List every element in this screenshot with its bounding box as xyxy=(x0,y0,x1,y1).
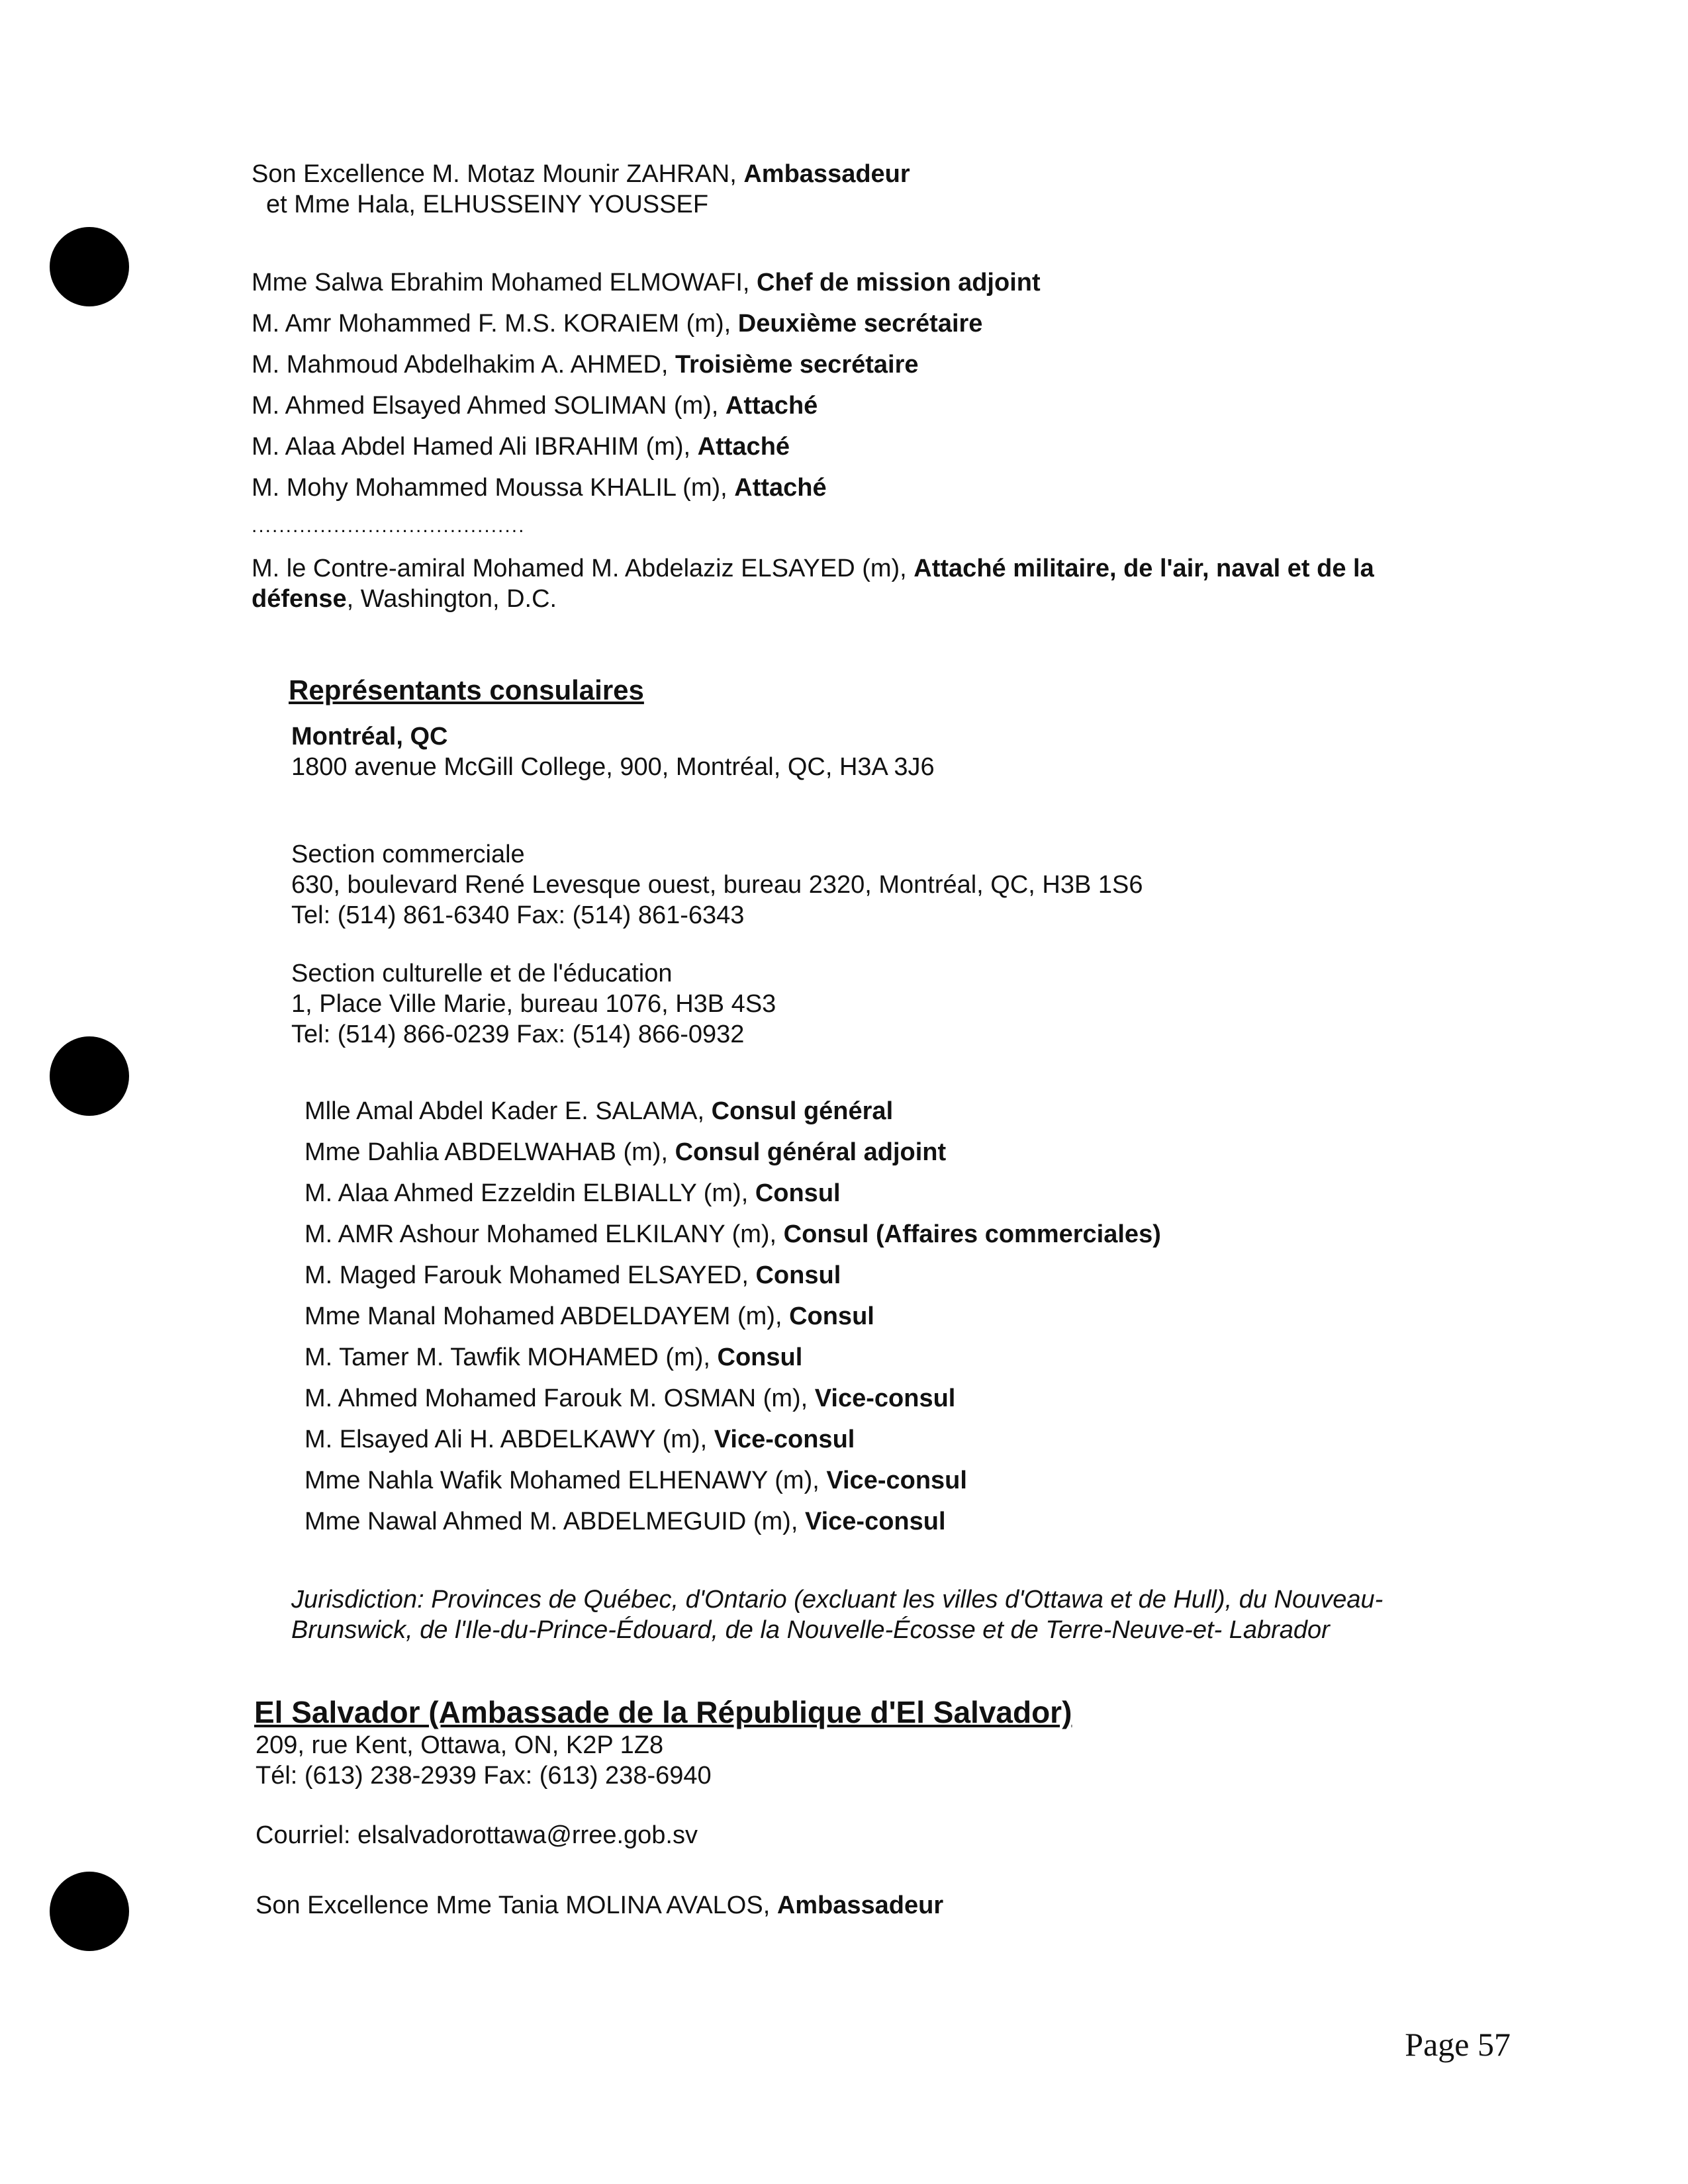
military-attache-line-2 xyxy=(252,584,557,614)
jurisdiction-line-1: Jurisdiction: Provinces de Québec, d'Ontario (excluant les villes d'Ottawa et de Hull), du Nouveau- xyxy=(291,1586,1383,1614)
ambassador-name: Son Excellence M. Motaz Mounir ZAHRAN, xyxy=(252,160,744,188)
consular-staff-name: Mme Manal Mohamed ABDELDAYEM (m), xyxy=(305,1302,790,1330)
staff-line xyxy=(252,349,919,380)
jurisdiction-line-2: Brunswick, de l'Ile-du-Prince-Édouard, de la Nouvelle-Écosse et de Terre-Neuve-et- Labrador xyxy=(291,1616,1330,1644)
consular-city: Montréal, QC xyxy=(291,723,448,751)
staff-name: M. Amr Mohammed F. M.S. KORAIEM (m), xyxy=(252,310,738,338)
el-salvador-email: Courriel: elsalvadorottawa@rree.gob.sv xyxy=(256,1821,698,1849)
el-salvador-ambassador-line xyxy=(256,1890,943,1921)
staff-title: Deuxième secrétaire xyxy=(737,310,983,338)
el-salvador-ambassador-title: Ambassadeur xyxy=(776,1891,944,1919)
ambassador-title: Ambassadeur xyxy=(743,160,910,188)
consular-staff-line xyxy=(305,1424,855,1455)
consular-staff-title: Vice-consul xyxy=(814,1385,956,1412)
staff-name: Mme Salwa Ebrahim Mohamed ELMOWAFI, xyxy=(252,269,757,296)
separator-dots: ........................................ xyxy=(252,515,526,537)
staff-name: M. Mahmoud Abdelhakim A. AHMED, xyxy=(252,351,675,379)
consular-staff-title: Vice-consul xyxy=(714,1426,855,1453)
consular-staff-name: M. Tamer M. Tawfik MOHAMED (m), xyxy=(305,1343,718,1371)
consular-staff-title: Consul général xyxy=(711,1097,894,1125)
consular-staff-name: Mme Dahlia ABDELWAHAB (m), xyxy=(305,1138,675,1166)
consular-staff-title: Consul xyxy=(717,1343,803,1371)
consular-staff-line xyxy=(305,1383,955,1414)
staff-line xyxy=(252,308,982,339)
consular-staff-line xyxy=(305,1178,841,1208)
staff-title: Troisième secrétaire xyxy=(675,351,919,379)
consular-staff-line xyxy=(305,1260,841,1291)
staff-title: Chef de mission adjoint xyxy=(757,269,1041,296)
el-salvador-address: 209, rue Kent, Ottawa, ON, K2P 1Z8 xyxy=(256,1731,664,1759)
consular-staff-title: Vice-consul xyxy=(804,1508,946,1535)
country-heading-el-salvador: El Salvador (Ambassade de la République d'El Salvador) xyxy=(254,1695,1072,1729)
consular-staff-line xyxy=(305,1219,1161,1250)
consular-staff-name: Mlle Amal Abdel Kader E. SALAMA, xyxy=(305,1097,712,1125)
staff-name: M. Mohy Mohammed Moussa KHALIL (m), xyxy=(252,474,735,502)
consular-staff-line xyxy=(305,1301,874,1332)
consular-address: 1800 avenue McGill College, 900, Montréal, QC, H3A 3J6 xyxy=(291,753,935,781)
staff-name: M. Ahmed Elsayed Ahmed SOLIMAN (m), xyxy=(252,392,726,420)
spouse-line: et Mme Hala, ELHUSSEINY YOUSSEF xyxy=(266,191,709,218)
staff-line xyxy=(252,432,790,462)
ambassador-line xyxy=(252,159,910,189)
consular-staff-line xyxy=(305,1096,893,1126)
consular-staff-line xyxy=(305,1137,946,1167)
cultural-section-phone: Tel: (514) 866-0239 Fax: (514) 866-0932 xyxy=(291,1021,745,1048)
consular-staff-title: Vice-consul xyxy=(826,1467,967,1494)
cultural-section-label: Section culturelle et de l'éducation xyxy=(291,960,673,987)
military-attache-title-cont: défense xyxy=(252,585,347,613)
consular-staff-name: Mme Nawal Ahmed M. ABDELMEGUID (m), xyxy=(305,1508,805,1535)
military-attache-name: M. le Contre-amiral Mohamed M. Abdelaziz ELSAYED (m), xyxy=(252,555,914,582)
consular-staff-title: Consul xyxy=(755,1179,841,1207)
consular-staff-name: M. Elsayed Ali H. ABDELKAWY (m), xyxy=(305,1426,714,1453)
military-attache-title: Attaché militaire, de l'air, naval et de la xyxy=(914,555,1374,582)
consular-staff-name: M. Alaa Ahmed Ezzeldin ELBIALLY (m), xyxy=(305,1179,755,1207)
el-salvador-ambassador-name: Son Excellence Mme Tania MOLINA AVALOS, xyxy=(256,1891,777,1919)
consular-staff-name: M. Maged Farouk Mohamed ELSAYED, xyxy=(305,1261,756,1289)
page-number: Page 57 xyxy=(1405,2026,1511,2063)
consular-staff-name: M. AMR Ashour Mohamed ELKILANY (m), xyxy=(305,1220,784,1248)
consular-staff-line xyxy=(305,1465,967,1496)
military-attache-line xyxy=(252,553,1374,584)
consular-heading: Représentants consulaires xyxy=(289,674,644,705)
commercial-section-phone: Tel: (514) 861-6340 Fax: (514) 861-6343 xyxy=(291,901,745,929)
staff-line xyxy=(252,267,1041,298)
commercial-section-label: Section commerciale xyxy=(291,841,525,868)
staff-title: Attaché xyxy=(697,433,790,461)
staff-line xyxy=(252,390,818,421)
consular-staff-line xyxy=(305,1506,946,1537)
consular-staff-title: Consul xyxy=(789,1302,874,1330)
staff-name: M. Alaa Abdel Hamed Ali IBRAHIM (m), xyxy=(252,433,698,461)
consular-staff-name: M. Ahmed Mohamed Farouk M. OSMAN (m), xyxy=(305,1385,815,1412)
consular-staff-name: Mme Nahla Wafik Mohamed ELHENAWY (m), xyxy=(305,1467,827,1494)
binder-hole-top xyxy=(50,227,129,306)
el-salvador-phone: Tél: (613) 238-2939 Fax: (613) 238-6940 xyxy=(256,1762,712,1790)
consular-staff-title: Consul (Affaires commerciales) xyxy=(783,1220,1161,1248)
binder-hole-bottom xyxy=(50,1872,129,1951)
consular-staff-title: Consul général adjoint xyxy=(675,1138,947,1166)
consular-staff-title: Consul xyxy=(755,1261,841,1289)
staff-line xyxy=(252,473,827,503)
staff-title: Attaché xyxy=(734,474,827,502)
military-attache-location: , Washington, D.C. xyxy=(346,585,557,613)
staff-title: Attaché xyxy=(725,392,818,420)
cultural-section-address: 1, Place Ville Marie, bureau 1076, H3B 4S3 xyxy=(291,990,776,1018)
binder-hole-middle xyxy=(50,1036,129,1116)
consular-staff-line xyxy=(305,1342,802,1373)
commercial-section-address: 630, boulevard René Levesque ouest, bureau 2320, Montréal, QC, H3B 1S6 xyxy=(291,871,1143,899)
